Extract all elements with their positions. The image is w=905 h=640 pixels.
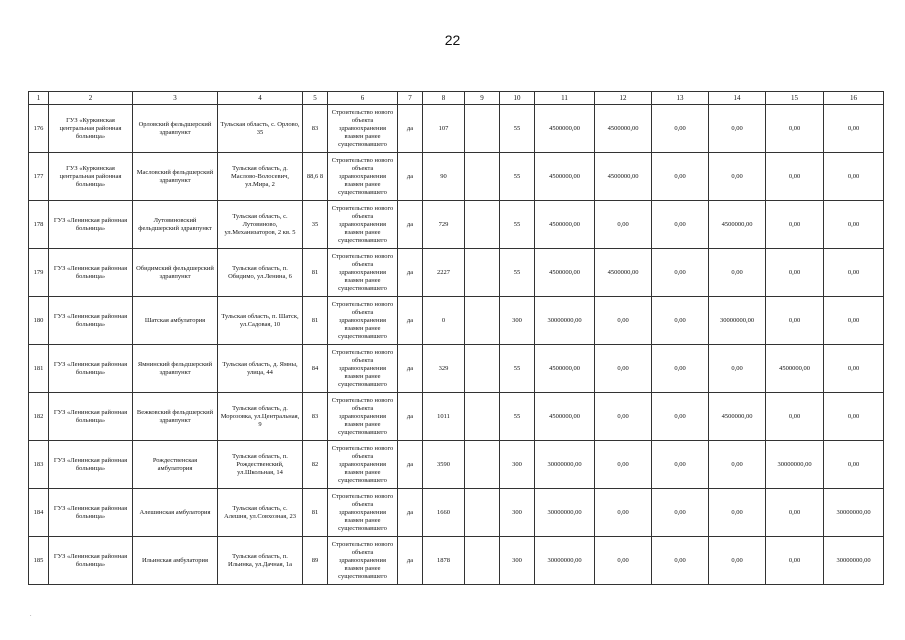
page-number: 22: [444, 32, 461, 48]
table-cell: 30000000,00: [535, 537, 595, 585]
table-cell: 83: [303, 105, 328, 153]
table-cell: 176: [29, 105, 49, 153]
table-cell: Строительство нового объекта здравоохранения взамен ранее существовавшего: [328, 537, 398, 585]
table-cell: да: [398, 537, 423, 585]
table-cell: 177: [29, 153, 49, 201]
table-cell: Шатская амбулатория: [133, 297, 218, 345]
table-cell: 0,00: [709, 441, 766, 489]
table-cell: Строительство нового объекта здравоохранения взамен ранее существовавшего: [328, 201, 398, 249]
column-header: 3: [133, 92, 218, 105]
table-cell: 184: [29, 489, 49, 537]
table-cell: Тульская область, п. Шатск, ул.Садовая, 10: [218, 297, 303, 345]
table-cell: 0,00: [766, 489, 824, 537]
table-cell: [465, 201, 500, 249]
table-cell: 4500000,00: [535, 393, 595, 441]
table-cell: 0,00: [824, 441, 884, 489]
table-cell: 30000000,00: [535, 441, 595, 489]
table-header-row: [29, 92, 884, 105]
table-row: [29, 105, 884, 153]
table-cell: Ямнинский фельдшерский здравпункт: [133, 345, 218, 393]
table-cell: ГУЗ «Ленинская районная больница»: [49, 345, 133, 393]
table-cell: 0: [423, 297, 465, 345]
table-cell: ГУЗ «Куркинская центральная районная больница»: [49, 153, 133, 201]
table-cell: Тульская область, с. Орлово, 35: [218, 105, 303, 153]
table-cell: ГУЗ «Ленинская районная больница»: [49, 297, 133, 345]
table-cell: [465, 153, 500, 201]
table-cell: 0,00: [709, 345, 766, 393]
table-cell: 0,00: [652, 153, 709, 201]
table-cell: 1878: [423, 537, 465, 585]
table-cell: 82: [303, 441, 328, 489]
table-cell: 30000000,00: [535, 489, 595, 537]
table-row: [29, 393, 884, 441]
table-cell: Орловский фельдшерский здравпункт: [133, 105, 218, 153]
table-cell: 81: [303, 297, 328, 345]
table-cell: 30000000,00: [535, 297, 595, 345]
table-cell: 0,00: [824, 201, 884, 249]
table-cell: 88,6 8: [303, 153, 328, 201]
table-cell: 30000000,00: [824, 537, 884, 585]
table-cell: 0,00: [766, 297, 824, 345]
table-cell: 84: [303, 345, 328, 393]
table-cell: 30000000,00: [824, 489, 884, 537]
table-cell: 0,00: [595, 489, 652, 537]
table-cell: 0,00: [652, 537, 709, 585]
table-cell: 30000000,00: [766, 441, 824, 489]
table-cell: 4500000,00: [595, 249, 652, 297]
table-cell: 4500000,00: [535, 201, 595, 249]
table-cell: 30000000,00: [709, 297, 766, 345]
table-cell: 90: [423, 153, 465, 201]
table-cell: ГУЗ «Ленинская районная больница»: [49, 441, 133, 489]
data-table: [28, 91, 884, 585]
column-header: 14: [709, 92, 766, 105]
table-cell: Тульская область, с. Алешня, ул.Совхозная, 23: [218, 489, 303, 537]
table-cell: 0,00: [595, 201, 652, 249]
column-header: 7: [398, 92, 423, 105]
table-cell: Строительство нового объекта здравоохранения взамен ранее существовавшего: [328, 153, 398, 201]
table-cell: 0,00: [652, 249, 709, 297]
table-cell: [465, 249, 500, 297]
table-cell: Тульская область, п. Обидимо, ул.Ленина, 6: [218, 249, 303, 297]
table-cell: 179: [29, 249, 49, 297]
table-cell: 300: [500, 441, 535, 489]
table-row: [29, 537, 884, 585]
table-cell: Лутовиновский фельдшерский здравпункт: [133, 201, 218, 249]
column-header: 12: [595, 92, 652, 105]
table-cell: [465, 105, 500, 153]
column-header: 6: [328, 92, 398, 105]
table-cell: 300: [500, 297, 535, 345]
table-cell: 0,00: [824, 105, 884, 153]
table-cell: 182: [29, 393, 49, 441]
column-header: 9: [465, 92, 500, 105]
table-cell: 0,00: [824, 249, 884, 297]
table-cell: 4500000,00: [535, 153, 595, 201]
table-cell: 1011: [423, 393, 465, 441]
table-cell: Строительство нового объекта здравоохранения взамен ранее существовавшего: [328, 345, 398, 393]
table-cell: 55: [500, 201, 535, 249]
table-cell: 4500000,00: [709, 393, 766, 441]
table-cell: [465, 441, 500, 489]
table-cell: 183: [29, 441, 49, 489]
table-cell: 0,00: [709, 249, 766, 297]
table-cell: ГУЗ «Ленинская районная больница»: [49, 537, 133, 585]
table-cell: Тульская область, с. Лутовиново, ул.Механизаторов, 2 кв. 5: [218, 201, 303, 249]
table-cell: 4500000,00: [709, 201, 766, 249]
table-cell: 181: [29, 345, 49, 393]
table-row: [29, 489, 884, 537]
table-cell: 0,00: [652, 105, 709, 153]
table-cell: 0,00: [595, 393, 652, 441]
table-cell: 3590: [423, 441, 465, 489]
table-cell: 0,00: [595, 297, 652, 345]
table-cell: 4500000,00: [766, 345, 824, 393]
table-cell: 0,00: [766, 201, 824, 249]
table-cell: 55: [500, 153, 535, 201]
table-cell: 180: [29, 297, 49, 345]
table-cell: [465, 393, 500, 441]
table-cell: Вежковский фельдшерский здравпункт: [133, 393, 218, 441]
table-cell: 0,00: [652, 201, 709, 249]
table-cell: Строительство нового объекта здравоохранения взамен ранее существовавшего: [328, 393, 398, 441]
table-cell: 0,00: [709, 105, 766, 153]
table-cell: 0,00: [595, 537, 652, 585]
table-cell: 81: [303, 489, 328, 537]
table-cell: Тульская область, п. Ильинка, ул.Дачная, 1а: [218, 537, 303, 585]
table-cell: 178: [29, 201, 49, 249]
table-cell: Тульская область, д. Морозовка, ул.Центральная, 9: [218, 393, 303, 441]
column-header: 4: [218, 92, 303, 105]
table-cell: да: [398, 441, 423, 489]
table-cell: 729: [423, 201, 465, 249]
table-cell: да: [398, 249, 423, 297]
table-cell: Строительство нового объекта здравоохранения взамен ранее существовавшего: [328, 249, 398, 297]
table-cell: да: [398, 345, 423, 393]
table-cell: 300: [500, 489, 535, 537]
table-cell: 185: [29, 537, 49, 585]
table-cell: Обидимский фельдшерский здравпункт: [133, 249, 218, 297]
table-cell: 4500000,00: [595, 153, 652, 201]
table-cell: 0,00: [824, 345, 884, 393]
table-cell: да: [398, 489, 423, 537]
table-cell: [465, 345, 500, 393]
table-cell: 0,00: [766, 105, 824, 153]
table-cell: 0,00: [766, 537, 824, 585]
table-cell: Строительство нового объекта здравоохранения взамен ранее существовавшего: [328, 489, 398, 537]
table-cell: 0,00: [709, 537, 766, 585]
table-cell: Рождественская амбулатория: [133, 441, 218, 489]
table-row: [29, 249, 884, 297]
table-cell: да: [398, 297, 423, 345]
column-header: 11: [535, 92, 595, 105]
table-cell: 0,00: [824, 153, 884, 201]
table-cell: 0,00: [652, 489, 709, 537]
column-header: 8: [423, 92, 465, 105]
table-cell: ГУЗ «Ленинская районная больница»: [49, 393, 133, 441]
table-cell: 0,00: [824, 297, 884, 345]
table-cell: да: [398, 393, 423, 441]
column-header: 1: [29, 92, 49, 105]
table-cell: Строительство нового объекта здравоохранения взамен ранее существовавшего: [328, 105, 398, 153]
table-cell: 0,00: [824, 393, 884, 441]
table-cell: ГУЗ «Куркинская центральная районная больница»: [49, 105, 133, 153]
table-cell: Алешинская амбулатория: [133, 489, 218, 537]
table-cell: 0,00: [766, 393, 824, 441]
table-cell: да: [398, 153, 423, 201]
table-cell: Масловский фельдшерский здравпункт: [133, 153, 218, 201]
table-cell: 4500000,00: [595, 105, 652, 153]
table-cell: 4500000,00: [535, 105, 595, 153]
table-cell: 83: [303, 393, 328, 441]
table-cell: да: [398, 201, 423, 249]
table-cell: 0,00: [652, 441, 709, 489]
table-cell: 4500000,00: [535, 249, 595, 297]
table-cell: Тульская область, п. Рождественский, ул.Школьная, 14: [218, 441, 303, 489]
table-cell: ГУЗ «Ленинская районная больница»: [49, 201, 133, 249]
table-cell: 1660: [423, 489, 465, 537]
column-header: 13: [652, 92, 709, 105]
table-cell: 300: [500, 537, 535, 585]
table-cell: Тульская область, д. Ямны, улица, 44: [218, 345, 303, 393]
table-cell: 0,00: [652, 345, 709, 393]
table-cell: 55: [500, 105, 535, 153]
table-cell: 55: [500, 393, 535, 441]
table-cell: [465, 297, 500, 345]
table-cell: 4500000,00: [535, 345, 595, 393]
table-cell: 0,00: [766, 249, 824, 297]
table-cell: 0,00: [652, 393, 709, 441]
table-row: [29, 345, 884, 393]
table-cell: ГУЗ «Ленинская районная больница»: [49, 249, 133, 297]
table-cell: 89: [303, 537, 328, 585]
table-cell: 0,00: [709, 489, 766, 537]
table-cell: 35: [303, 201, 328, 249]
table-cell: Строительство нового объекта здравоохранения взамен ранее существовавшего: [328, 297, 398, 345]
table-row: [29, 441, 884, 489]
table-cell: [465, 489, 500, 537]
column-header: 15: [766, 92, 824, 105]
table-cell: Тульская область, д. Маслово-Волосевич, ул.Мира, 2: [218, 153, 303, 201]
table-cell: 0,00: [652, 297, 709, 345]
column-header: 16: [824, 92, 884, 105]
table-cell: Ильинская амбулатория: [133, 537, 218, 585]
table-cell: 81: [303, 249, 328, 297]
table-row: [29, 297, 884, 345]
table-cell: 329: [423, 345, 465, 393]
scan-mark: .: [30, 612, 32, 618]
column-header: 2: [49, 92, 133, 105]
table-cell: 0,00: [766, 153, 824, 201]
table-cell: 2227: [423, 249, 465, 297]
table-cell: ГУЗ «Ленинская районная больница»: [49, 489, 133, 537]
table-row: [29, 201, 884, 249]
table-cell: [465, 537, 500, 585]
table-cell: 0,00: [709, 153, 766, 201]
column-header: 5: [303, 92, 328, 105]
table-row: [29, 153, 884, 201]
table-cell: да: [398, 105, 423, 153]
table-cell: 55: [500, 249, 535, 297]
table-cell: Строительство нового объекта здравоохранения взамен ранее существовавшего: [328, 441, 398, 489]
table-cell: 0,00: [595, 345, 652, 393]
table-cell: 107: [423, 105, 465, 153]
table-cell: 55: [500, 345, 535, 393]
table-cell: 0,00: [595, 441, 652, 489]
column-header: 10: [500, 92, 535, 105]
